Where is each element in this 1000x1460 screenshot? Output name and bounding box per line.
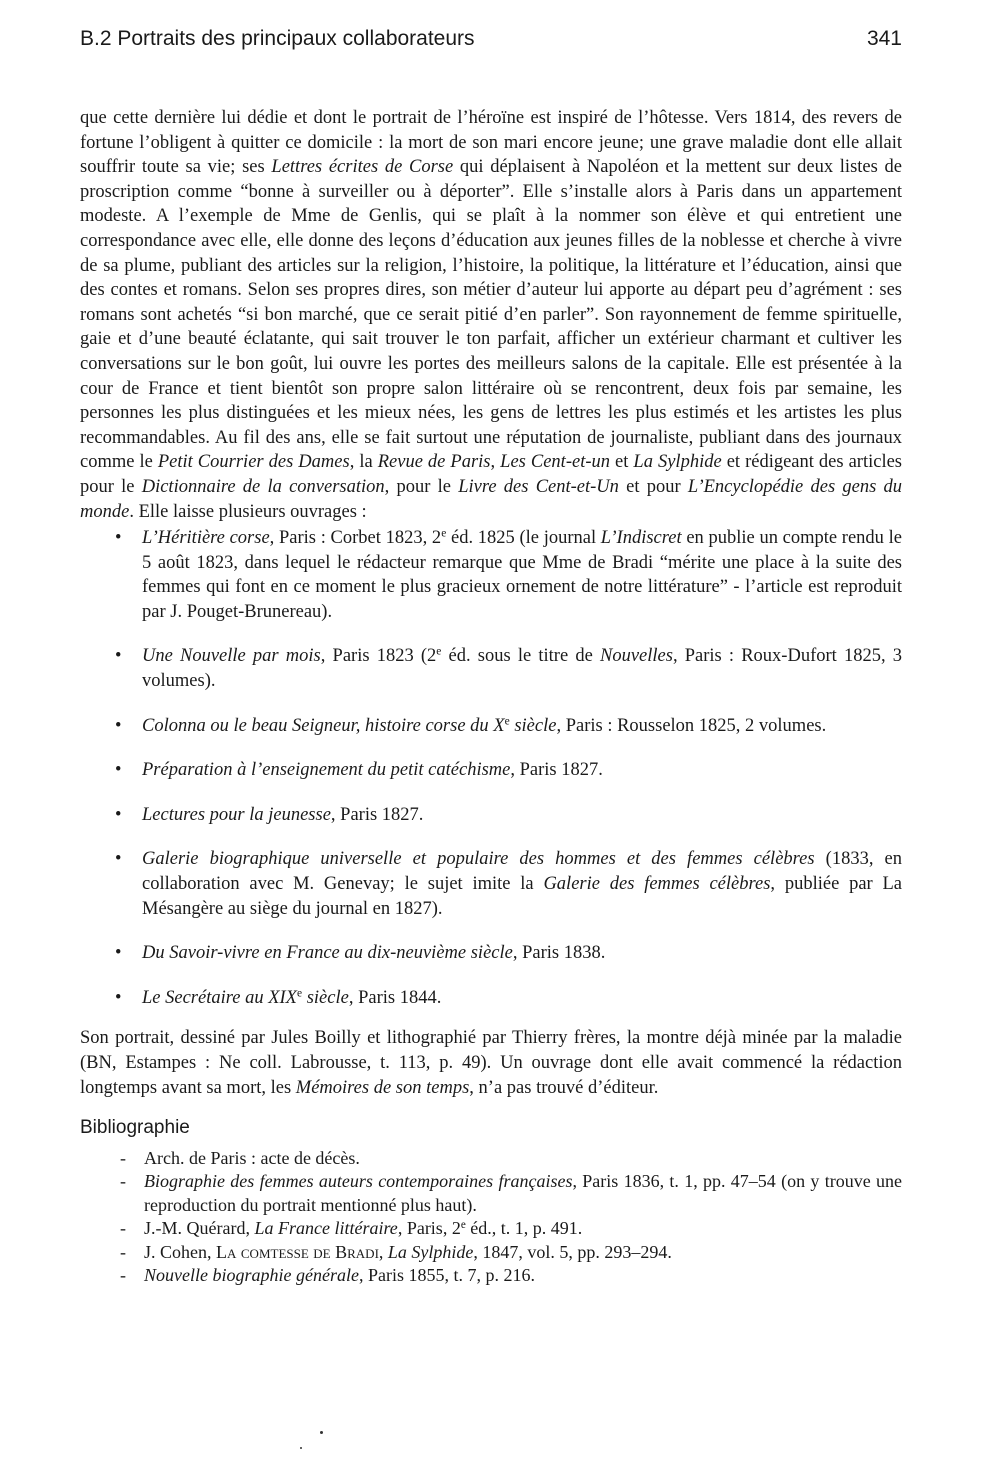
work-entry: Le Secrétaire au XIXe siècle, Paris 1844. bbox=[142, 987, 442, 1008]
work-entry: Préparation à l’enseignement du petit catéchisme, Paris 1827. bbox=[142, 760, 603, 781]
paragraph: Son portrait, dessiné par Jules Boilly et lithographié par Thierry frères, la montre déjà minée par la maladie (BN, Estampes : Ne coll. Labrousse, t. 113, p. 49). Un ouvrage dont elle avait commencé la rédaction longtemps avant sa mort, les Mémoires de son temps, n’a pas trouvé d’éditeur. bbox=[80, 1028, 902, 1098]
bibliography-item bbox=[80, 1241, 902, 1265]
dash-icon: - bbox=[120, 1265, 126, 1286]
dash-icon: - bbox=[120, 1241, 126, 1262]
works-list-item bbox=[80, 714, 902, 739]
bibliography-item bbox=[80, 1217, 902, 1241]
works-list-item bbox=[80, 941, 902, 966]
bibliography-heading: Bibliographie bbox=[80, 1117, 190, 1139]
work-entry: L’Héritière corse, Paris : Corbet 1823, 2e éd. 1825 (le journal L’Indiscret en publie un compte rendu le 5 août 1823, dans lequel le rédacteur remarque que Mme de Bradi “mérite une place à la suite des femmes qui font en ce moment le plus gracieux ornement de notre littérature” - l’article est reproduit par J. Pouget-Brunereau). bbox=[142, 527, 902, 622]
works-list-item bbox=[80, 847, 902, 921]
bullet-icon: • bbox=[115, 804, 122, 825]
bullet-icon: • bbox=[115, 849, 122, 870]
work-entry: Une Nouvelle par mois, Paris 1823 (2e éd. sous le titre de Nouvelles, Paris : Roux-Dufort 1825, 3 volumes). bbox=[142, 646, 902, 692]
works-list-item bbox=[80, 986, 902, 1011]
page-number: 341 bbox=[866, 27, 902, 50]
dash-icon: - bbox=[120, 1147, 126, 1168]
bullet-icon: • bbox=[115, 760, 122, 781]
bibliography-entry: Biographie des femmes auteurs contemporaines françaises, Paris 1836, t. 1, pp. 47–54 (on y trouve une reproduction du portrait mentionné plus haut). bbox=[144, 1171, 902, 1215]
bullet-icon: • bbox=[115, 943, 122, 964]
paragraph: que cette dernière lui dédie et dont le portrait de l’héroïne est inspiré de l’hôtesse. Vers 1814, des revers de fortune l’obligent à quitter ce domicile : la mort de son mari encore jeune; une grave maladie dont elle allait souffrir toute sa vie; ses Lettres écrites de Corse qui déplaisent à Napoléon et la mettent sur deux listes de proscription comme “bonne à surveiller ou à déporter”. Elle s’installe alors à Paris dans un appartement modeste. A l’exemple de Mme de Genlis, qui se plaît à la nommer son élève et qui entretient une correspondance avec elle, elle donne des leçons d’éducation aux jeunes filles de la noblesse et cherche à vivre de sa plume, publiant des articles sur la religion, l’histoire, la politique, la littérature et l’éducation, ainsi que des contes et romans. Selon ses propres dires, son métier d’auteur lui apporte au départ peu d’agrément : ses romans sont achetés “si bon marché, que ce serait pitié d’en parler”. Son rayonnement de femme spirituelle, gaie et d’une beauté éclatante, qui sait trouver le ton parfait, afficher un extérieur charmant et cultiver les conversations sur le bon goût, lui ouvre les portes des meilleurs salons de la capitale. Elle est présentée à la cour de France et tient bientôt son propre salon littéraire où se rencontrent, deux fois par semaine, les personnes les plus distinguées et les mieux nées, les gens de lettres les plus estimés et les artistes les plus recommandables. Au fil des ans, elle se fait surtout une réputation de journaliste, publiant dans des journaux comme le Petit Courrier des Dames, la Revue de Paris, Les Cent-et-un et La Sylphide et rédigeant des articles pour le Dictionnaire de la conversation, pour le Livre des Cent-et-Un et pour L’Encyclopédie des gens du monde. Elle laisse plusieurs ouvrages : bbox=[80, 108, 903, 522]
works-list-item bbox=[80, 803, 902, 828]
bullet-icon: • bbox=[115, 646, 122, 667]
work-entry: Colonna ou le beau Seigneur, histoire corse du Xe siècle, Paris : Rousselon 1825, 2 volumes. bbox=[142, 715, 827, 736]
works-list-item bbox=[80, 644, 902, 693]
body-text bbox=[80, 106, 902, 1288]
scan-speck bbox=[320, 1431, 323, 1434]
bibliography-item bbox=[80, 1264, 902, 1288]
scan-speck bbox=[300, 1447, 302, 1449]
bibliography-entry: J. Cohen, La comtesse de Bradi, La Sylphide, 1847, vol. 5, pp. 293–294. bbox=[144, 1241, 672, 1262]
running-head bbox=[80, 27, 902, 51]
bibliography-entry: Nouvelle biographie générale, Paris 1855, t. 7, p. 216. bbox=[144, 1265, 535, 1286]
bullet-icon: • bbox=[115, 528, 122, 549]
bibliography-list bbox=[80, 1147, 902, 1288]
works-list-item bbox=[80, 526, 902, 624]
bibliography-item bbox=[80, 1170, 902, 1217]
dash-icon: - bbox=[120, 1218, 126, 1239]
works-list-item bbox=[80, 758, 902, 783]
work-entry: Galerie biographique universelle et populaire des hommes et des femmes célèbres (1833, en collaboration avec M. Genevay; le sujet imite la Galerie des femmes célèbres, publiée par La Mésangère au siège du journal en 1827). bbox=[142, 849, 903, 919]
bibliography-entry: Arch. de Paris : acte de décès. bbox=[144, 1147, 360, 1168]
bibliography-item bbox=[80, 1147, 902, 1171]
section-title: B.2 Portraits des principaux collaborateurs bbox=[80, 27, 475, 50]
work-entry: Lectures pour la jeunesse, Paris 1827. bbox=[142, 804, 424, 825]
dash-icon: - bbox=[120, 1171, 126, 1192]
bullet-icon: • bbox=[115, 715, 122, 736]
work-entry: Du Savoir-vivre en France au dix-neuvième siècle, Paris 1838. bbox=[142, 943, 606, 964]
bibliography-entry: J.-M. Quérard, La France littéraire, Paris, 2e éd., t. 1, p. 491. bbox=[144, 1218, 583, 1239]
works-list bbox=[80, 526, 902, 1010]
bullet-icon: • bbox=[115, 987, 122, 1008]
